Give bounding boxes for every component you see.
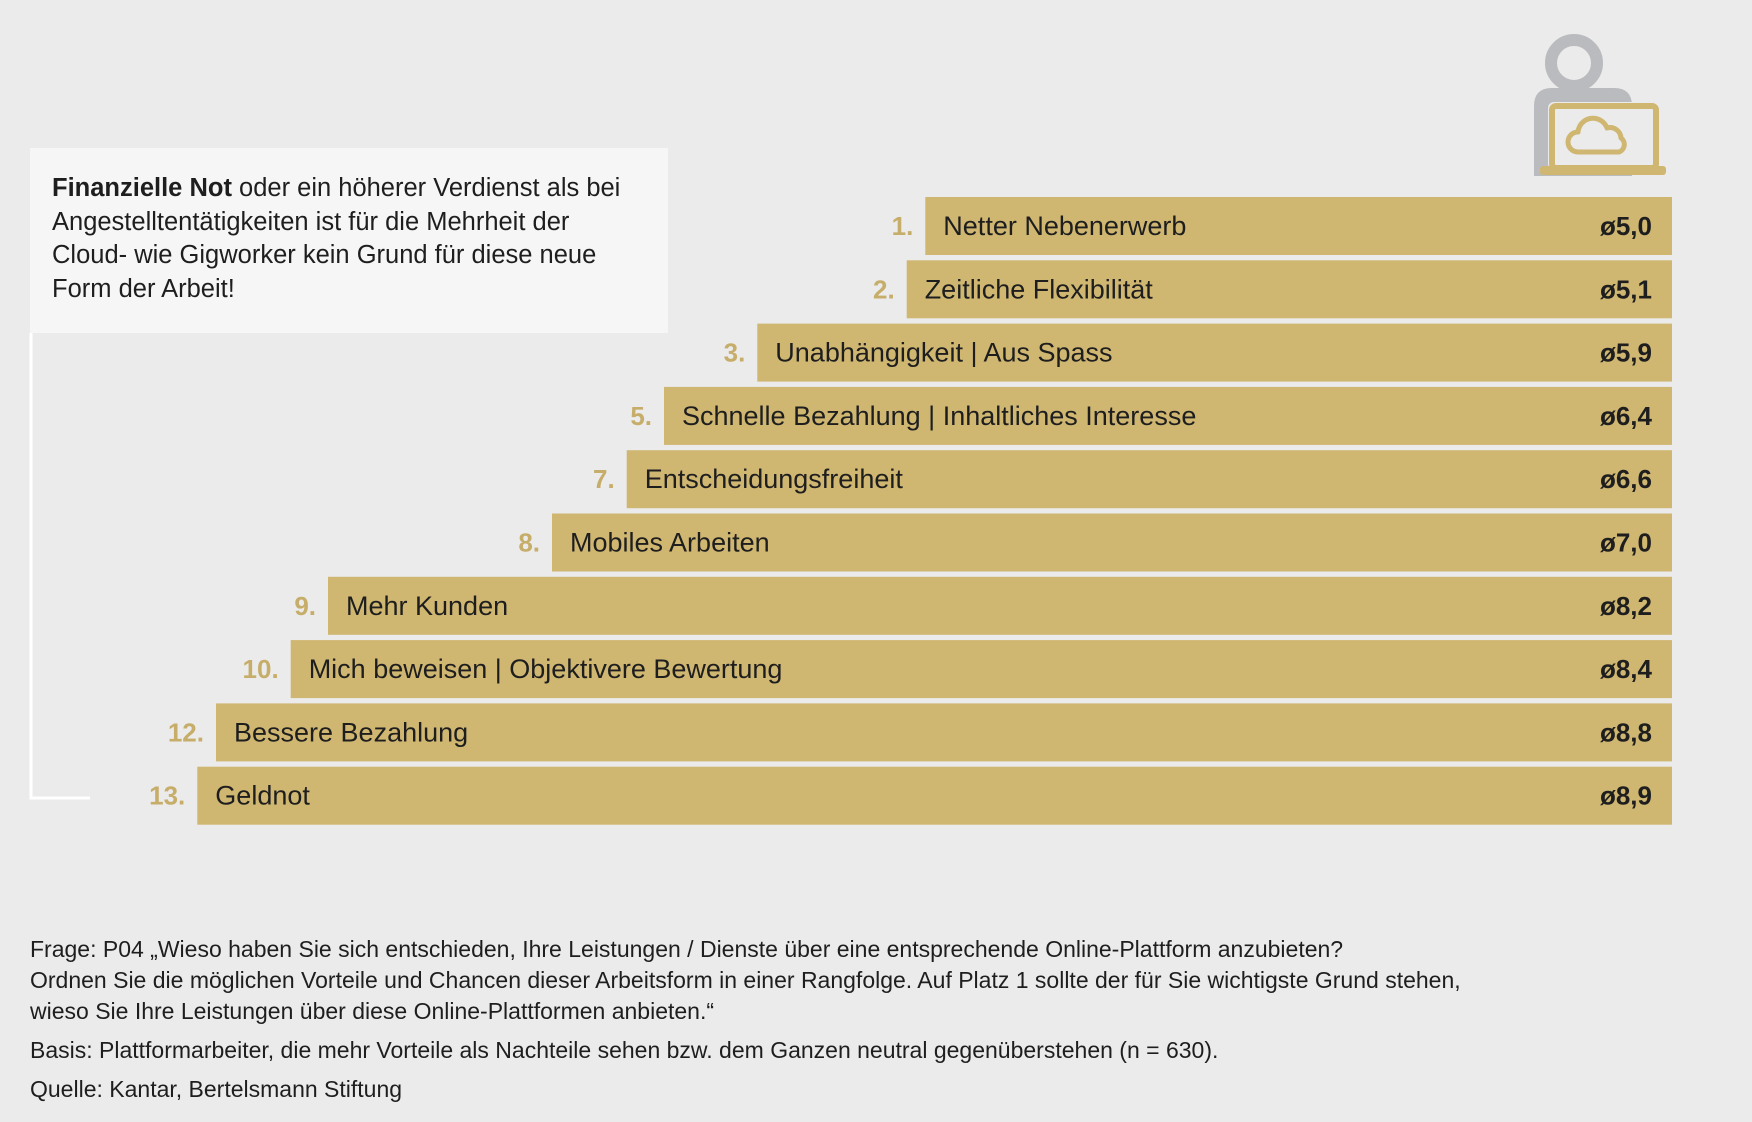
value-label-1: ø5,0 (1599, 211, 1652, 241)
callout-bold-text: Finanzielle Not (52, 174, 232, 202)
value-label-7: ø8,2 (1599, 590, 1652, 621)
value-label-5: ø6,6 (1599, 464, 1652, 495)
rank-label-6: 8. (518, 527, 540, 558)
value-label-10: ø8,9 (1599, 780, 1652, 811)
rank-label-1: 1. (891, 211, 914, 241)
category-label-9: Bessere Bezahlung (234, 717, 469, 748)
callout-connector-line (31, 333, 90, 798)
bar-10 (197, 767, 1672, 825)
value-label-8: ø8,4 (1599, 654, 1652, 685)
value-label-6: ø7,0 (1599, 527, 1652, 558)
category-label-5: Entscheidungsfreiheit (644, 464, 903, 495)
category-label-4: Schnelle Bezahlung | Inhaltliches Interesse (682, 400, 1197, 431)
rank-label-8: 10. (242, 654, 279, 685)
value-label-2: ø5,1 (1599, 274, 1652, 305)
footnote-question-line-3: wieso Sie Ihre Leistungen über diese Online-Plattformen anbieten.“ (30, 998, 715, 1024)
footnote-question-line-1: Frage: P04 „Wieso haben Sie sich entschieden, Ihre Leistungen / Dienste über eine entsprechende Online-Plattform anzubieten? (30, 936, 1344, 962)
rank-label-3: 3. (723, 337, 746, 368)
category-label-8: Mich beweisen | Objektivere Bewertung (308, 654, 783, 685)
rank-label-5: 7. (593, 464, 615, 495)
category-label-10: Geldnot (215, 780, 310, 811)
category-label-6: Mobiles Arbeiten (570, 527, 770, 558)
rank-label-9: 12. (167, 717, 204, 748)
category-label-1: Netter Nebenerwerb (943, 211, 1187, 241)
category-label-7: Mehr Kunden (346, 590, 509, 621)
category-label-2: Zeitliche Flexibilität (924, 274, 1153, 305)
footnote-basis: Basis: Plattformarbeiter, die mehr Vorteile als Nachteile sehen bzw. dem Ganzen neutral gegenüberstehen (n = 630). (30, 1037, 1219, 1063)
value-label-9: ø8,8 (1599, 717, 1652, 748)
rank-label-4: 5. (630, 400, 652, 431)
value-label-3: ø5,9 (1599, 337, 1652, 368)
value-label-4: ø6,4 (1599, 400, 1652, 431)
category-label-3: Unabhängigkeit | Aus Spass (775, 337, 1113, 368)
callout-box (30, 148, 668, 333)
callout-text: oder ein höherer Verdienst als bei Angestelltentätigkeiten ist für die Mehrheit der Cloud- wie Gigworker kein Grund für diese neue Form der Arbeit! (52, 174, 621, 303)
bar-7 (328, 577, 1672, 635)
rank-label-10: 13. (149, 780, 186, 811)
footnote-source: Quelle: Kantar, Bertelsmann Stiftung (30, 1076, 403, 1102)
chart-footnotes (30, 934, 1650, 1105)
rank-label-7: 9. (294, 590, 316, 621)
person-laptop-cloud-icon (1534, 40, 1666, 176)
footnote-question-line-2: Ordnen Sie die möglichen Vorteile und Chancen dieser Arbeitsform in einer Rangfolge. Auf Platz 1 sollte der für Sie wichtigste Grund stehen, (30, 967, 1461, 993)
rank-label-2: 2. (873, 274, 895, 305)
